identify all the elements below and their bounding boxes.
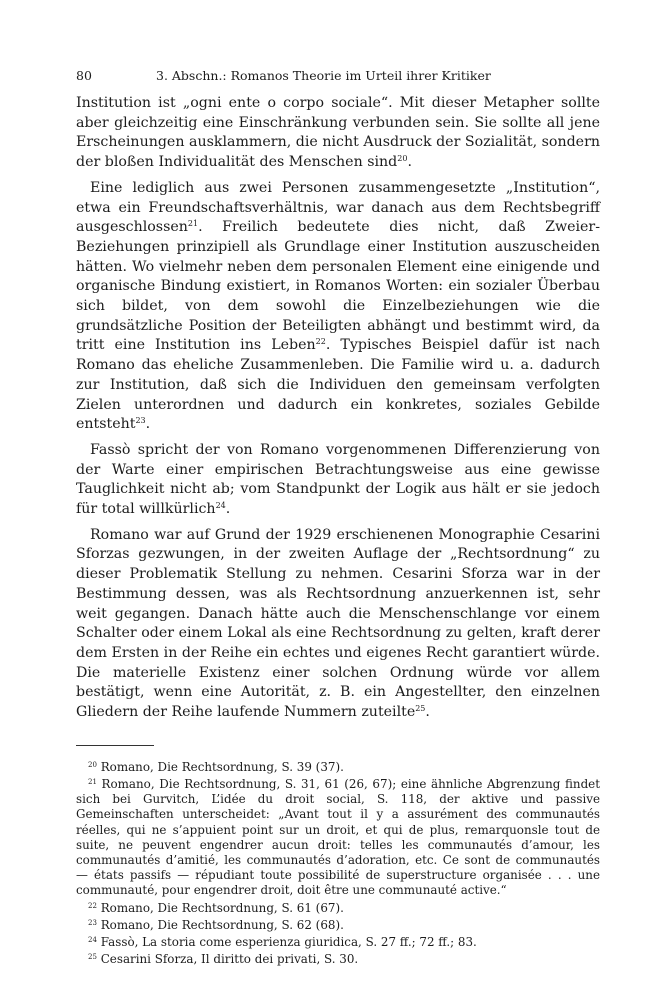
footnote-number: 25 <box>88 953 97 962</box>
page-header <box>76 66 600 86</box>
paragraph-2: Eine lediglich aus zwei Personen zusammengesetzte „Institution“, etwa ein Freundschaftsverhältnis, war danach aus dem Rechtsbegriff ausgeschlossen$^{21}$. Freilich bedeutete dies nicht, daß Zweier-Beziehungen prinzipiell als Grundlage einer Institution auszuscheiden hätten. Wo vielmehr neben dem personalen Element eine einigende und organische Bindung existiert, in Romanos Worten: ein sozialer Überbau sich bildet, von dem sowohl die Einzelbeziehungen wie die grundsätzliche Position der Beteiligten abhängt und bestimmt wird, da tritt eine Institution ins Leben$^{22}$. Typisches Beispiel dafür ist nach Romano das eheliche Zusammenleben. Die Familie wird u. a. dadurch zur Institution, daß sich die Individuen den gemeinsam verfolgten Zielen unterordnen und dadurch ein konkretes, soziales Gebilde entsteht$^{23}$. <box>76 179 600 433</box>
paragraph-text: . Freilich bedeutete dies nicht, daß Zweier-Beziehungen prinzipiell als Grundlage einer Institution auszuscheiden hätten. Wo vielmehr neben dem personalen Element eine einigende und organische Bindung existiert, in Romanos Worten: ein sozialer Überbau sich bildet, von dem sowohl die Einzelbeziehungen wie die grundsätzliche Position der Beteiligten abhängt und bestimmt wird, da tritt eine Institution ins Leben <box>76 219 600 354</box>
main-text <box>76 94 600 723</box>
footnote-number: 22 <box>88 901 97 910</box>
footnote-ref: 21 <box>187 219 199 229</box>
footnotes <box>76 760 600 968</box>
footnote-text: Romano, Die Rechtsordnung, S. 62 (68). <box>100 917 344 932</box>
footnote <box>76 935 600 950</box>
footnote-number: 20 <box>88 760 97 769</box>
paragraph-text: Romano war auf Grund der 1929 erschienenen Monographie Cesarini Sforzas gezwungen, in der zweiten Auflage der „Rechtsordnung“ zu dieser Problematik Stellung zu nehmen. Cesarini Sforza war in der Bestimmung dessen, was als Rechtsordnung anzuerkennen ist, sehr weit gegangen. Danach hätte auch die Menschenschlange vor einem Schalter oder einem Lokal als eine Rechtsordnung zu gelten, kraft derer dem Ersten in der Reihe ein echtes und eigenes Recht garantiert würde. Die materielle Existenz einer solchen Ordnung würde vor allem bestätigt, wenn eine Autorität, z. B. ein Angestellter, den einzelnen Gliedern der Reihe laufende Nummern zuteilte <box>76 526 600 721</box>
paragraph-text: Fassò spricht der von Romano vorgenommenen Differenzierung von der Warte einer empirischen Betrachtungsweise aus eine gewisse Tauglichkeit nicht ab; vom Standpunkt der Logik aus hält er sie jedoch für total willkürlich <box>76 441 600 518</box>
footnote-text: Fassò, La storia come esperienza giuridica, S. 27 ff.; 72 ff.; 83. <box>100 935 477 950</box>
footnote-text: Romano, Die Rechtsordnung, S. 39 (37). <box>100 759 344 774</box>
footnote-text: Romano, Die Rechtsordnung, S. 31, 61 (26, 67); eine ähnliche Abgrenzung findet sich bei Gurvitch, L’idée du droit social, S. 118, der aktive und passive Gemeinschaften unterscheidet: „Avant tout il y a assurément des communautés réelles, qui ne s’appuient point sur un droit, et qui de plus, remarquonsle tout de suite, ne peuvent engendrer aucun droit: telles les communautés d’amour, les communautés d’amitié, les communautés d’adoration, etc. Ce sont de communautés — états passifs — répudiant toute possibilité de superstructure organisée . . . une communauté, pour engendrer droit, doit être une communauté active.“ <box>76 777 600 898</box>
footnote-number: 21 <box>88 778 97 786</box>
footnote-ref: 25 <box>415 704 426 714</box>
paragraph-1: Institution ist „ogni ente o corpo sociale“. Mit dieser Metapher sollte aber gleichzeitig eine Einschränkung verbunden sein. Sie sollte all jene Erscheinungen ausklammern, die nicht Ausdruck der Sozialität, sondern der bloßen Individualität des Menschen sind$^{20}$. <box>76 95 600 171</box>
footnote-ref: 22 <box>315 337 326 347</box>
footnote <box>76 918 600 933</box>
footnote <box>76 777 600 899</box>
footnote-number: 24 <box>88 936 97 945</box>
footnote-ref: 24 <box>215 501 226 511</box>
paragraph-text: Institution ist „ogni ente o corpo sociale“. Mit dieser Metapher sollte aber gleichzeitig eine Einschränkung verbunden sein. Sie sollte all jene Erscheinungen ausklammern, die nicht Ausdruck der Sozialität, sondern der bloßen Individualität des Menschen sind <box>76 95 600 171</box>
paragraph-text: . Typisches Beispiel dafür ist nach Romano das eheliche Zusammenleben. Die Familie wird u. a. dadurch zur Institution, daß sich die Individuen den gemeinsam verfolgten Zielen unterordnen und dadurch ein konkretes, soziales Gebilde entsteht <box>76 337 600 433</box>
page <box>76 66 600 967</box>
footnote-text: Romano, Die Rechtsordnung, S. 61 (67). <box>100 900 344 915</box>
paragraph-4: Romano war auf Grund der 1929 erschienenen Monographie Cesarini Sforzas gezwungen, in der zweiten Auflage der „Rechtsordnung“ zu dieser Problematik Stellung zu nehmen. Cesarini Sforza war in der Bestimmung dessen, was als Rechtsordnung anzuerkennen ist, sehr weit gegangen. Danach hätte auch die Menschenschlange vor einem Schalter oder einem Lokal als eine Rechtsordnung zu gelten, kraft derer dem Ersten in der Reihe ein echtes und eigenes Recht garantiert würde. Die materielle Existenz einer solchen Ordnung würde vor allem bestätigt, wenn eine Autorität, z. B. ein Angestellter, den einzelnen Gliedern der Reihe laufende Nummern zuteilte$^{25}$. <box>76 526 600 721</box>
footnote <box>76 952 600 967</box>
paragraph-text: Eine lediglich aus zwei Personen zusammengesetzte „Institution“, etwa ein Freundschaftsverhältnis, war danach aus dem Rechtsbegriff ausgeschlossen <box>76 179 600 236</box>
running-head: 3. Abschn.: Romanos Theorie im Urteil ihrer Kritiker <box>156 68 491 83</box>
footnote-text: Cesarini Sforza, Il diritto dei privati, S. 30. <box>100 952 359 967</box>
paragraph-3: Fassò spricht der von Romano vorgenommenen Differenzierung von der Warte einer empirischen Betrachtungsweise aus eine gewisse Tauglichkeit nicht ab; vom Standpunkt der Logik aus hält er sie jedoch für total willkürlich$^{24}$. <box>76 441 600 518</box>
footnote-ref: 23 <box>135 416 146 426</box>
footnote-ref: 20 <box>397 154 408 164</box>
page-number: 80 <box>76 68 92 83</box>
footnote-number: 23 <box>88 918 97 927</box>
footnote-divider <box>76 745 154 746</box>
footnote <box>76 901 600 916</box>
footnote <box>76 760 600 775</box>
